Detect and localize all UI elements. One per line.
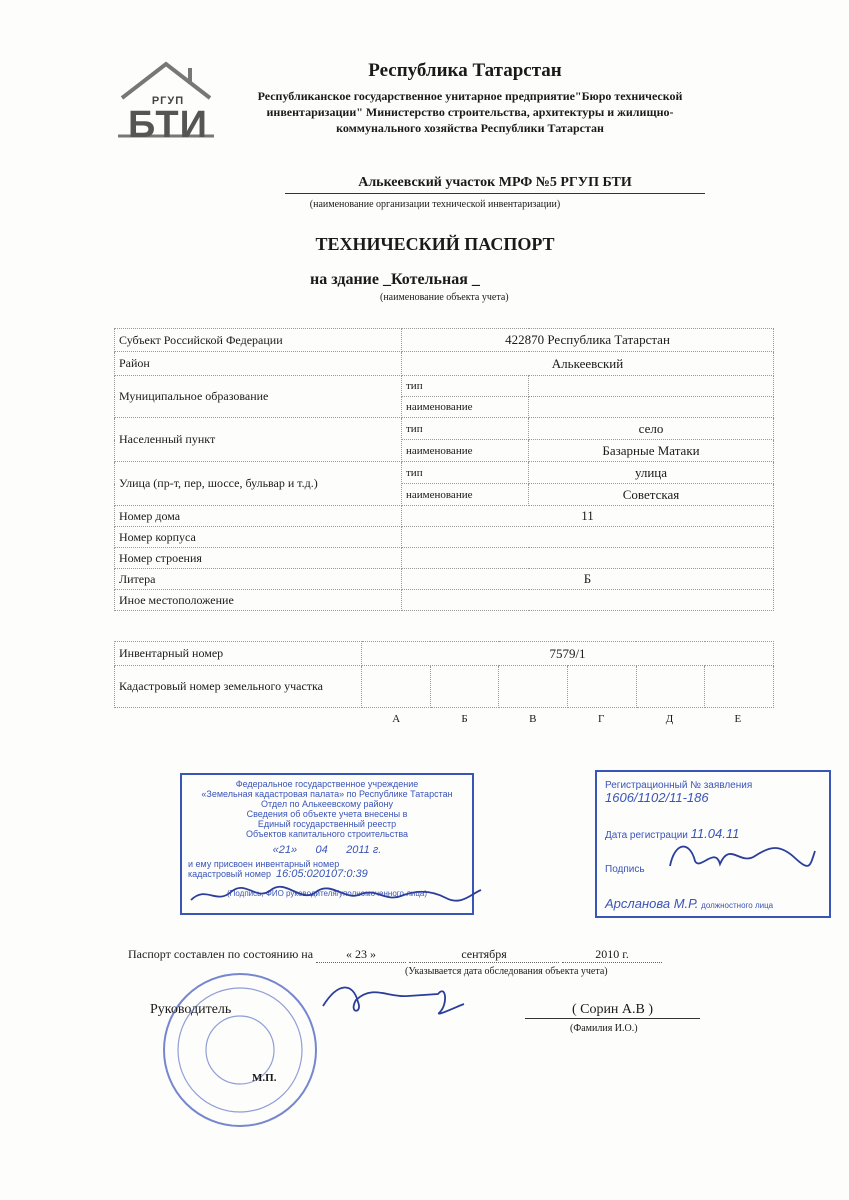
reg-date-value: 11.04.11 xyxy=(690,826,740,841)
head-label: Руководитель xyxy=(150,1002,232,1017)
state-caption: (Указывается дата обследования объекта учета) xyxy=(405,966,608,977)
stamp-date: «21» 04 2011 г. xyxy=(272,844,382,856)
letter-a: А xyxy=(392,713,401,725)
state-year: 2010 г. xyxy=(562,947,662,963)
official-name: Арсланова М.Р. xyxy=(605,896,699,911)
inventory-label: Инвентарный номер xyxy=(115,642,362,666)
document-title: ТЕХНИЧЕСКИЙ ПАСПОРТ xyxy=(315,234,555,254)
handwritten-signature-head xyxy=(318,974,468,1020)
table-row xyxy=(115,590,774,611)
letter-v: В xyxy=(529,713,537,725)
settlement-type-label: тип xyxy=(402,418,529,440)
stamp-line: Единый государственный реестр xyxy=(257,819,397,829)
cadastral-cell-v xyxy=(499,666,568,708)
letter-d: Д xyxy=(665,713,674,725)
state-day: « 23 » xyxy=(316,947,406,963)
branch-name: Алькеевский участок МРФ №5 РГУП БТИ xyxy=(285,175,705,194)
cadastral-column-letters xyxy=(362,713,772,725)
reg-label: Регистрационный № заявления xyxy=(605,780,753,791)
house-value: 11 xyxy=(402,506,774,527)
table-row xyxy=(115,376,774,397)
litera-value: Б xyxy=(402,569,774,590)
object-name: Котельная _ xyxy=(391,271,480,288)
street-name-label: наименование xyxy=(402,484,529,506)
building-value xyxy=(402,527,774,548)
reg-date-label: Дата регистрации xyxy=(605,830,688,841)
subject-label: Субъект Российской Федерации xyxy=(115,329,402,352)
inventory-value: 7579/1 xyxy=(362,642,774,666)
passport-state-line xyxy=(128,947,708,963)
settlement-name-label: наименование xyxy=(402,440,529,462)
head-caption: (Фамилия И.О.) xyxy=(570,1023,638,1034)
seal-place-label: М.П. xyxy=(252,1072,277,1084)
litera-label: Литера xyxy=(115,569,402,590)
stamp-date-month: 04 xyxy=(315,844,328,856)
letter-e: Е xyxy=(734,713,742,725)
building-label: Номер корпуса xyxy=(115,527,402,548)
round-seal-icon xyxy=(160,970,320,1130)
street-name-value: Советская xyxy=(529,484,774,506)
logo-small-text: РГУП xyxy=(151,95,185,107)
table-row xyxy=(115,462,774,484)
cadastral-cell-b xyxy=(430,666,499,708)
stamp-fields xyxy=(182,859,472,879)
letter-b: Б xyxy=(461,713,468,725)
street-type-value: улица xyxy=(529,462,774,484)
head-name: ( Сорин А.В ) xyxy=(525,1002,700,1019)
logo-text xyxy=(118,95,218,146)
other-location-value xyxy=(402,590,774,611)
stamp-date-day: 21 xyxy=(278,844,292,856)
subject-value: 422870 Республика Татарстан xyxy=(402,329,774,352)
reg-signature-label: Подпись xyxy=(605,864,645,875)
branch-caption: (наименование организации технической инвентаризации) xyxy=(309,199,561,210)
object-line xyxy=(310,271,480,289)
table-row xyxy=(115,548,774,569)
settlement-label: Населенный пункт xyxy=(115,418,402,462)
stamp-official-row xyxy=(605,898,821,912)
settlement-type-value: село xyxy=(529,418,774,440)
municipal-label: Муниципальное образование xyxy=(115,376,402,418)
stamp-line: Объектов капитального строительства xyxy=(245,829,409,839)
house-label: Номер дома xyxy=(115,506,402,527)
other-location-label: Иное местоположение xyxy=(115,590,402,611)
table-row xyxy=(115,666,774,708)
cadastral-cell-g xyxy=(567,666,636,708)
municipal-name-label: наименование xyxy=(402,397,529,418)
stamp-date-suffix: г. xyxy=(372,844,382,856)
district-label: Район xyxy=(115,352,402,376)
stamp-line: Отдел по Алькеевскому району xyxy=(261,799,393,809)
stamp-line: Сведения об объекте учета внесены в xyxy=(246,809,408,819)
state-prefix: Паспорт составлен по состоянию на xyxy=(128,947,314,961)
municipal-name-value xyxy=(529,397,774,418)
table-row xyxy=(115,642,774,666)
letter-g: Г xyxy=(597,713,605,725)
reg-value: 1606/1102/11-186 xyxy=(605,790,709,805)
cadastral-cell-e xyxy=(705,666,774,708)
cadastral-cell-a xyxy=(362,666,431,708)
street-type-label: тип xyxy=(402,462,529,484)
table-row xyxy=(115,352,774,376)
object-prefix: на здание _ xyxy=(310,271,391,288)
republic-title: Республика Татарстан xyxy=(368,60,562,81)
stamp-cadastral-label: кадастровый номер xyxy=(188,869,271,879)
logo-big-text: БТИ xyxy=(128,104,208,146)
organization-name: Республиканское государственное унитарное предприятие"Бюро технической инвентаризации" Министерство строительства, архитектуры и жилищно-коммунального хозяйства Республики Татарстан xyxy=(257,89,683,135)
object-caption: (наименование объекта учета) xyxy=(380,292,509,303)
stamp-date-year: 11 xyxy=(358,844,370,856)
cadastral-cell-d xyxy=(636,666,705,708)
stamp-assigned: и ему присвоен инвентарный номер xyxy=(188,859,340,869)
stamp-line: «Земельная кадастровая палата» по Республике Татарстан xyxy=(201,789,453,799)
stamp-reg-row xyxy=(605,780,821,806)
handwritten-signature-right xyxy=(660,836,820,876)
structure-label: Номер строения xyxy=(115,548,402,569)
municipal-type-value xyxy=(529,376,774,397)
table-row xyxy=(115,418,774,440)
stamp-line: Федеральное государственное учреждение xyxy=(235,779,419,789)
cadastral-label: Кадастровый номер земельного участка xyxy=(115,666,362,708)
table-row xyxy=(115,569,774,590)
municipal-type-label: тип xyxy=(402,376,529,397)
district-value: Алькеевский xyxy=(402,352,774,376)
street-label: Улица (пр-т, пер, шоссе, бульвар и т.д.) xyxy=(115,462,402,506)
stamp-signature-caption: (Подпись, ФИО руководителя/уполномоченного лица) xyxy=(226,889,428,898)
settlement-name-value: Базарные Матаки xyxy=(529,440,774,462)
structure-value xyxy=(402,548,774,569)
state-month: сентября xyxy=(409,947,559,963)
address-table xyxy=(114,328,774,611)
official-caption: должностного лица xyxy=(701,901,774,910)
stamp-cadastral-row xyxy=(188,869,472,879)
handwritten-signature-left xyxy=(186,880,486,910)
inventory-table xyxy=(114,641,774,708)
table-row xyxy=(115,506,774,527)
table-row xyxy=(115,329,774,352)
table-row xyxy=(115,527,774,548)
stamp-cadastral-value: 16:05:020107:0:39 xyxy=(276,868,368,880)
